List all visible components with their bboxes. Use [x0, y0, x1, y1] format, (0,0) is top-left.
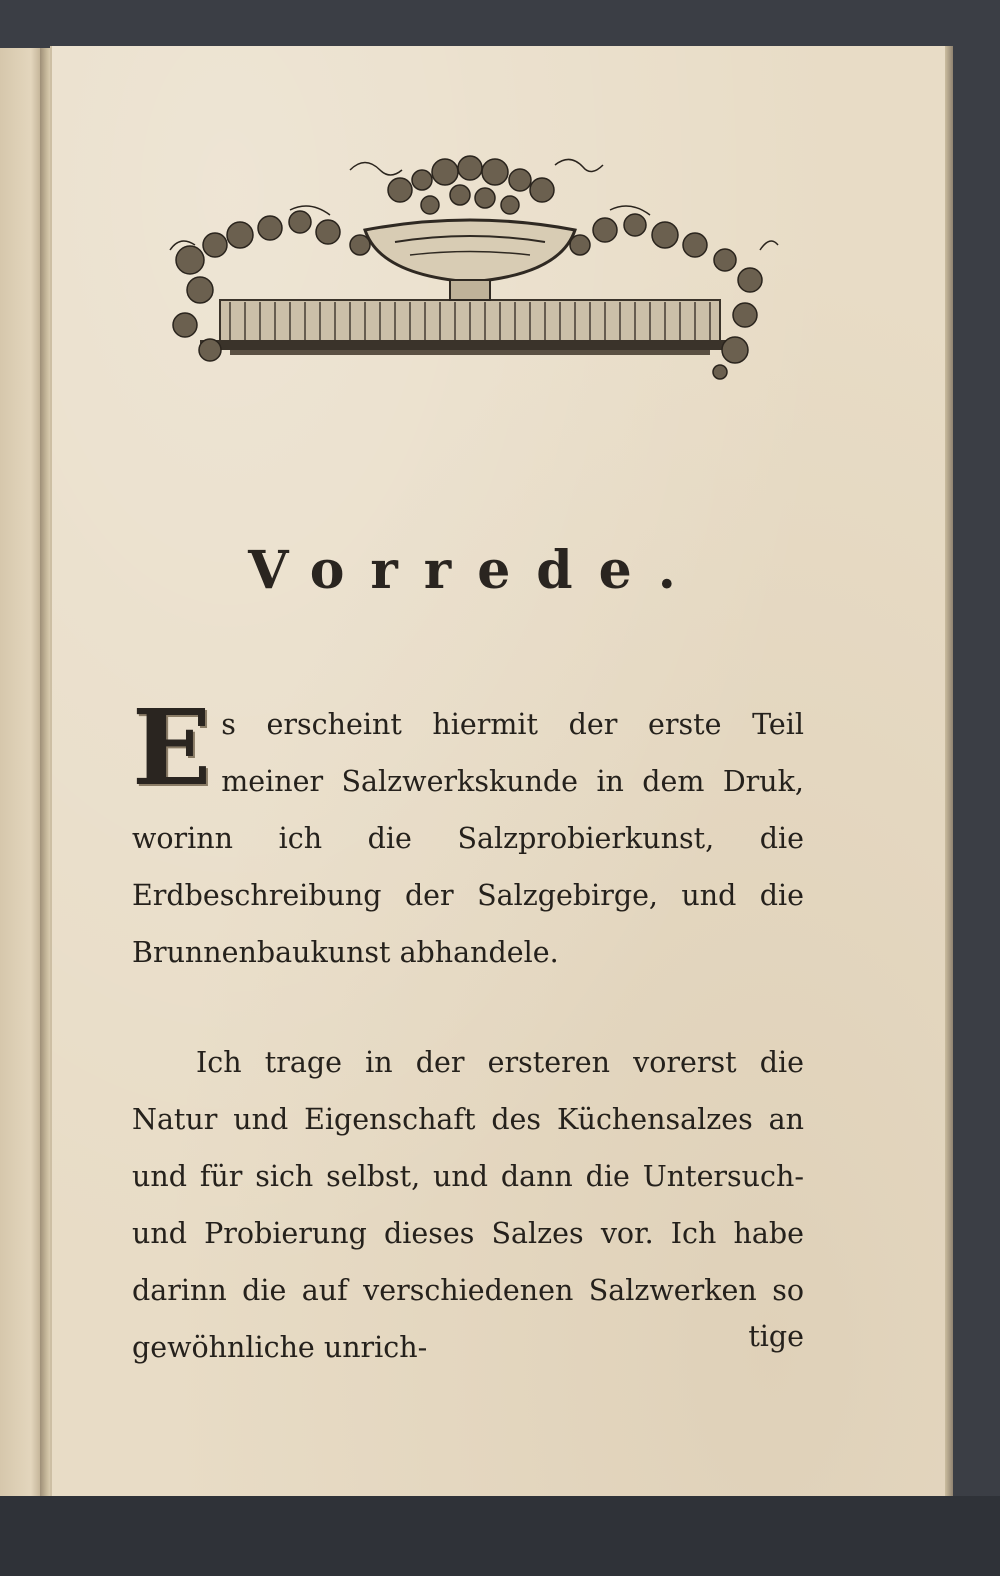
drop-cap: E [132, 686, 212, 809]
flower-basket-vignette-icon [160, 150, 780, 380]
previous-page-edge [0, 48, 44, 1496]
page-heading: Vorrede. [248, 540, 702, 601]
page-edge [945, 46, 953, 1496]
paragraph-1 [132, 686, 804, 981]
paragraph-2: Ich trage in der ersteren vorerst die Natur und Eigenschaft des Küchensalzes an und für sich selbst, und dann die Untersuch- und Probierung dieses Salzes vor. Ich habe darinn die auf verschiedenen Salzwerken so gewöhnliche unrich- [132, 1046, 804, 1364]
catchword: tige [748, 1320, 804, 1353]
paragraph-1-text: s erscheint hiermit der erste Teil meiner Salzwerkskunde in dem Druk, worinn ich die Salzprobierkunst, die Erdbeschreibung der Salzgebirge, und die Brunnenbaukunst abhandele. [132, 708, 804, 969]
scan-bottom-border [0, 1496, 1000, 1576]
